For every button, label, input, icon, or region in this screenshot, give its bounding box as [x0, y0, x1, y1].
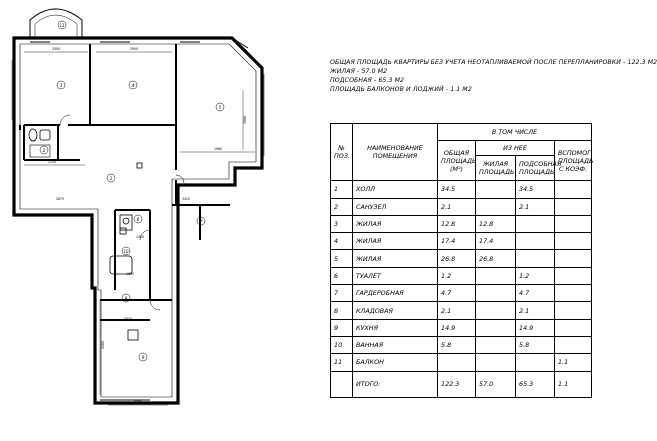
- room-3-label: 3: [59, 84, 63, 89]
- floor-plan: [0, 0, 310, 441]
- cell-n: 10: [331, 336, 353, 353]
- cell-name: ЖИЛАЯ: [353, 250, 438, 267]
- cell-aux: [555, 250, 592, 267]
- table-row: [331, 233, 592, 250]
- cell-name: КЛАДОВАЯ: [353, 302, 438, 319]
- cell-util: 2.1: [516, 302, 555, 319]
- dim-text: 2620: [123, 317, 133, 321]
- dim-text: 2850: [12, 85, 16, 95]
- cell-n: 6: [331, 267, 353, 284]
- cell-n: 7: [331, 285, 353, 302]
- cell-aux: [555, 336, 592, 353]
- dim-text: 2350: [47, 160, 57, 164]
- col-aux: ВСПОМОГ. ПЛОЩАДЬ С КОЭФ.: [555, 141, 592, 181]
- cell-n: 3: [331, 215, 353, 232]
- table-row: [331, 336, 592, 353]
- cell-n: 4: [331, 233, 353, 250]
- total-utility: 65.3: [516, 371, 555, 397]
- table-row: [331, 302, 592, 319]
- room-9-label: 9: [141, 356, 145, 361]
- cell-util: 34.5: [516, 181, 555, 198]
- table-row: [331, 319, 592, 336]
- table-row: [331, 267, 592, 284]
- cell-name: БАЛКОН: [353, 354, 438, 371]
- cell-living: [476, 354, 516, 371]
- cell-name: ЖИЛАЯ: [353, 233, 438, 250]
- room-1-label: 1: [109, 177, 113, 182]
- cell-living: [476, 285, 516, 302]
- room-5-label: 5: [218, 106, 222, 111]
- summary-utility: ПОДСОБНАЯ - 65.3 М2: [330, 77, 405, 84]
- cell-util: 2.1: [516, 198, 555, 215]
- cell-n: 5: [331, 250, 353, 267]
- dim-text: 1680: [125, 272, 135, 276]
- dim-text: 2950: [129, 47, 139, 51]
- dim-text: 3350: [51, 47, 61, 51]
- col-utility: ПОДСОБНАЯ ПЛОЩАДЬ: [516, 156, 555, 181]
- cell-aux: [555, 267, 592, 284]
- summary-balcony: ПЛОЩАДЬ БАЛКОНОВ И ЛОДЖИЙ - 1.1 М2: [330, 86, 472, 93]
- total-total: 122.3: [438, 371, 476, 397]
- cell-util: 1.2: [516, 267, 555, 284]
- dim-text: 5350: [133, 400, 143, 404]
- cell-util: [516, 215, 555, 232]
- table-row: [331, 354, 592, 371]
- cell-aux: [555, 285, 592, 302]
- cell-name: КУХНЯ: [353, 319, 438, 336]
- cell-aux: 1.1: [555, 354, 592, 371]
- cell-util: 5.8: [516, 336, 555, 353]
- room-4-label: 4: [131, 84, 135, 89]
- cell-total: 1.2: [438, 267, 476, 284]
- cell-util: [516, 354, 555, 371]
- cell-total: 26.8: [438, 250, 476, 267]
- dim-text: 1960: [213, 147, 223, 151]
- cell-living: [476, 267, 516, 284]
- cell-total: 5.8: [438, 336, 476, 353]
- cell-living: 17.4: [476, 233, 516, 250]
- room-8-label: 8: [124, 297, 128, 302]
- room-6-label: 6: [136, 218, 140, 223]
- col-total: ОБЩАЯ ПЛОЩАДЬ (М²): [438, 141, 476, 181]
- room-10-label: 10: [123, 249, 129, 254]
- cell-name: ЖИЛАЯ: [353, 215, 438, 232]
- cell-total: 4.7: [438, 285, 476, 302]
- total-label: ИТОГО:: [353, 371, 438, 397]
- dim-text: 1450: [135, 235, 145, 239]
- cell-n: 9: [331, 319, 353, 336]
- dim-text: 3420: [181, 197, 191, 201]
- cell-name: ВАННАЯ: [353, 336, 438, 353]
- cell-living: 12.8: [476, 215, 516, 232]
- cell-util: [516, 233, 555, 250]
- cell-util: 14.9: [516, 319, 555, 336]
- dim-text: 3960: [243, 115, 247, 125]
- total-aux: 1.1: [555, 371, 592, 397]
- cell-living: [476, 181, 516, 198]
- summary-total: ОБЩАЯ ПЛОЩАДЬ КВАРТИРЫ БЕЗ УЧЕТА НЕОТАПЛИВАЕМОЙ ПОСЛЕ ПЕРЕПЛАНИРОВКИ - 122.3 М2: [330, 59, 657, 66]
- cell-living: [476, 336, 516, 353]
- toilet: [29, 129, 37, 141]
- table-row: [331, 215, 592, 232]
- col-living: ЖИЛАЯ ПЛОЩАДЬ: [476, 156, 516, 181]
- cell-total: 2.1: [438, 198, 476, 215]
- dim-text: 2875: [55, 197, 65, 201]
- cell-util: [516, 250, 555, 267]
- table-row: [331, 250, 592, 267]
- room-2-label: 2: [42, 149, 46, 154]
- cell-total: 12.8: [438, 215, 476, 232]
- room-11-label: 11: [59, 23, 65, 28]
- total-living: 57.0: [476, 371, 516, 397]
- col-of-it: ИЗ НЕЕ: [476, 141, 555, 156]
- cell-n: 2: [331, 198, 353, 215]
- cell-n: 1: [331, 181, 353, 198]
- cell-living: [476, 302, 516, 319]
- cell-total: 17.4: [438, 233, 476, 250]
- cell-name: ТУАЛЕТ: [353, 267, 438, 284]
- cell-name: ГАРДЕРОБНАЯ: [353, 285, 438, 302]
- room-7-label: 7: [199, 220, 203, 225]
- cell-living: [476, 319, 516, 336]
- table-total-row: [331, 371, 592, 397]
- cell-aux: [555, 233, 592, 250]
- area-summary: [330, 58, 657, 94]
- cell-living: 26.8: [476, 250, 516, 267]
- cell-total: 34.5: [438, 181, 476, 198]
- cell-n: 8: [331, 302, 353, 319]
- interior-walls: [20, 44, 230, 320]
- table-row: [331, 198, 592, 215]
- cell-aux: [555, 319, 592, 336]
- cell-name: САНУЗЕЛ: [353, 198, 438, 215]
- col-no: № ПОЗ.: [331, 124, 353, 181]
- cell-aux: [555, 215, 592, 232]
- col-including: В ТОМ ЧИСЛЕ: [438, 124, 592, 141]
- cell-name: ХОЛЛ: [353, 181, 438, 198]
- room-labels: [40, 21, 224, 361]
- cell-util: 4.7: [516, 285, 555, 302]
- sink: [40, 130, 50, 140]
- total-no: [331, 371, 353, 397]
- summary-living: ЖИЛАЯ - 57.0 М2: [330, 68, 388, 75]
- col-name: НАИМЕНОВАНИЕ ПОМЕЩЕНИЯ: [353, 124, 438, 181]
- table-row: [331, 285, 592, 302]
- table-row: [331, 181, 592, 198]
- cell-aux: [555, 181, 592, 198]
- dim-text: 3280: [101, 340, 105, 350]
- cell-total: [438, 354, 476, 371]
- rooms-table: [330, 123, 592, 398]
- cell-living: [476, 198, 516, 215]
- cell-n: 11: [331, 354, 353, 371]
- cell-aux: [555, 302, 592, 319]
- balcony-outline: [30, 9, 82, 38]
- cell-total: 14.9: [438, 319, 476, 336]
- cell-aux: [555, 198, 592, 215]
- cell-total: 2.1: [438, 302, 476, 319]
